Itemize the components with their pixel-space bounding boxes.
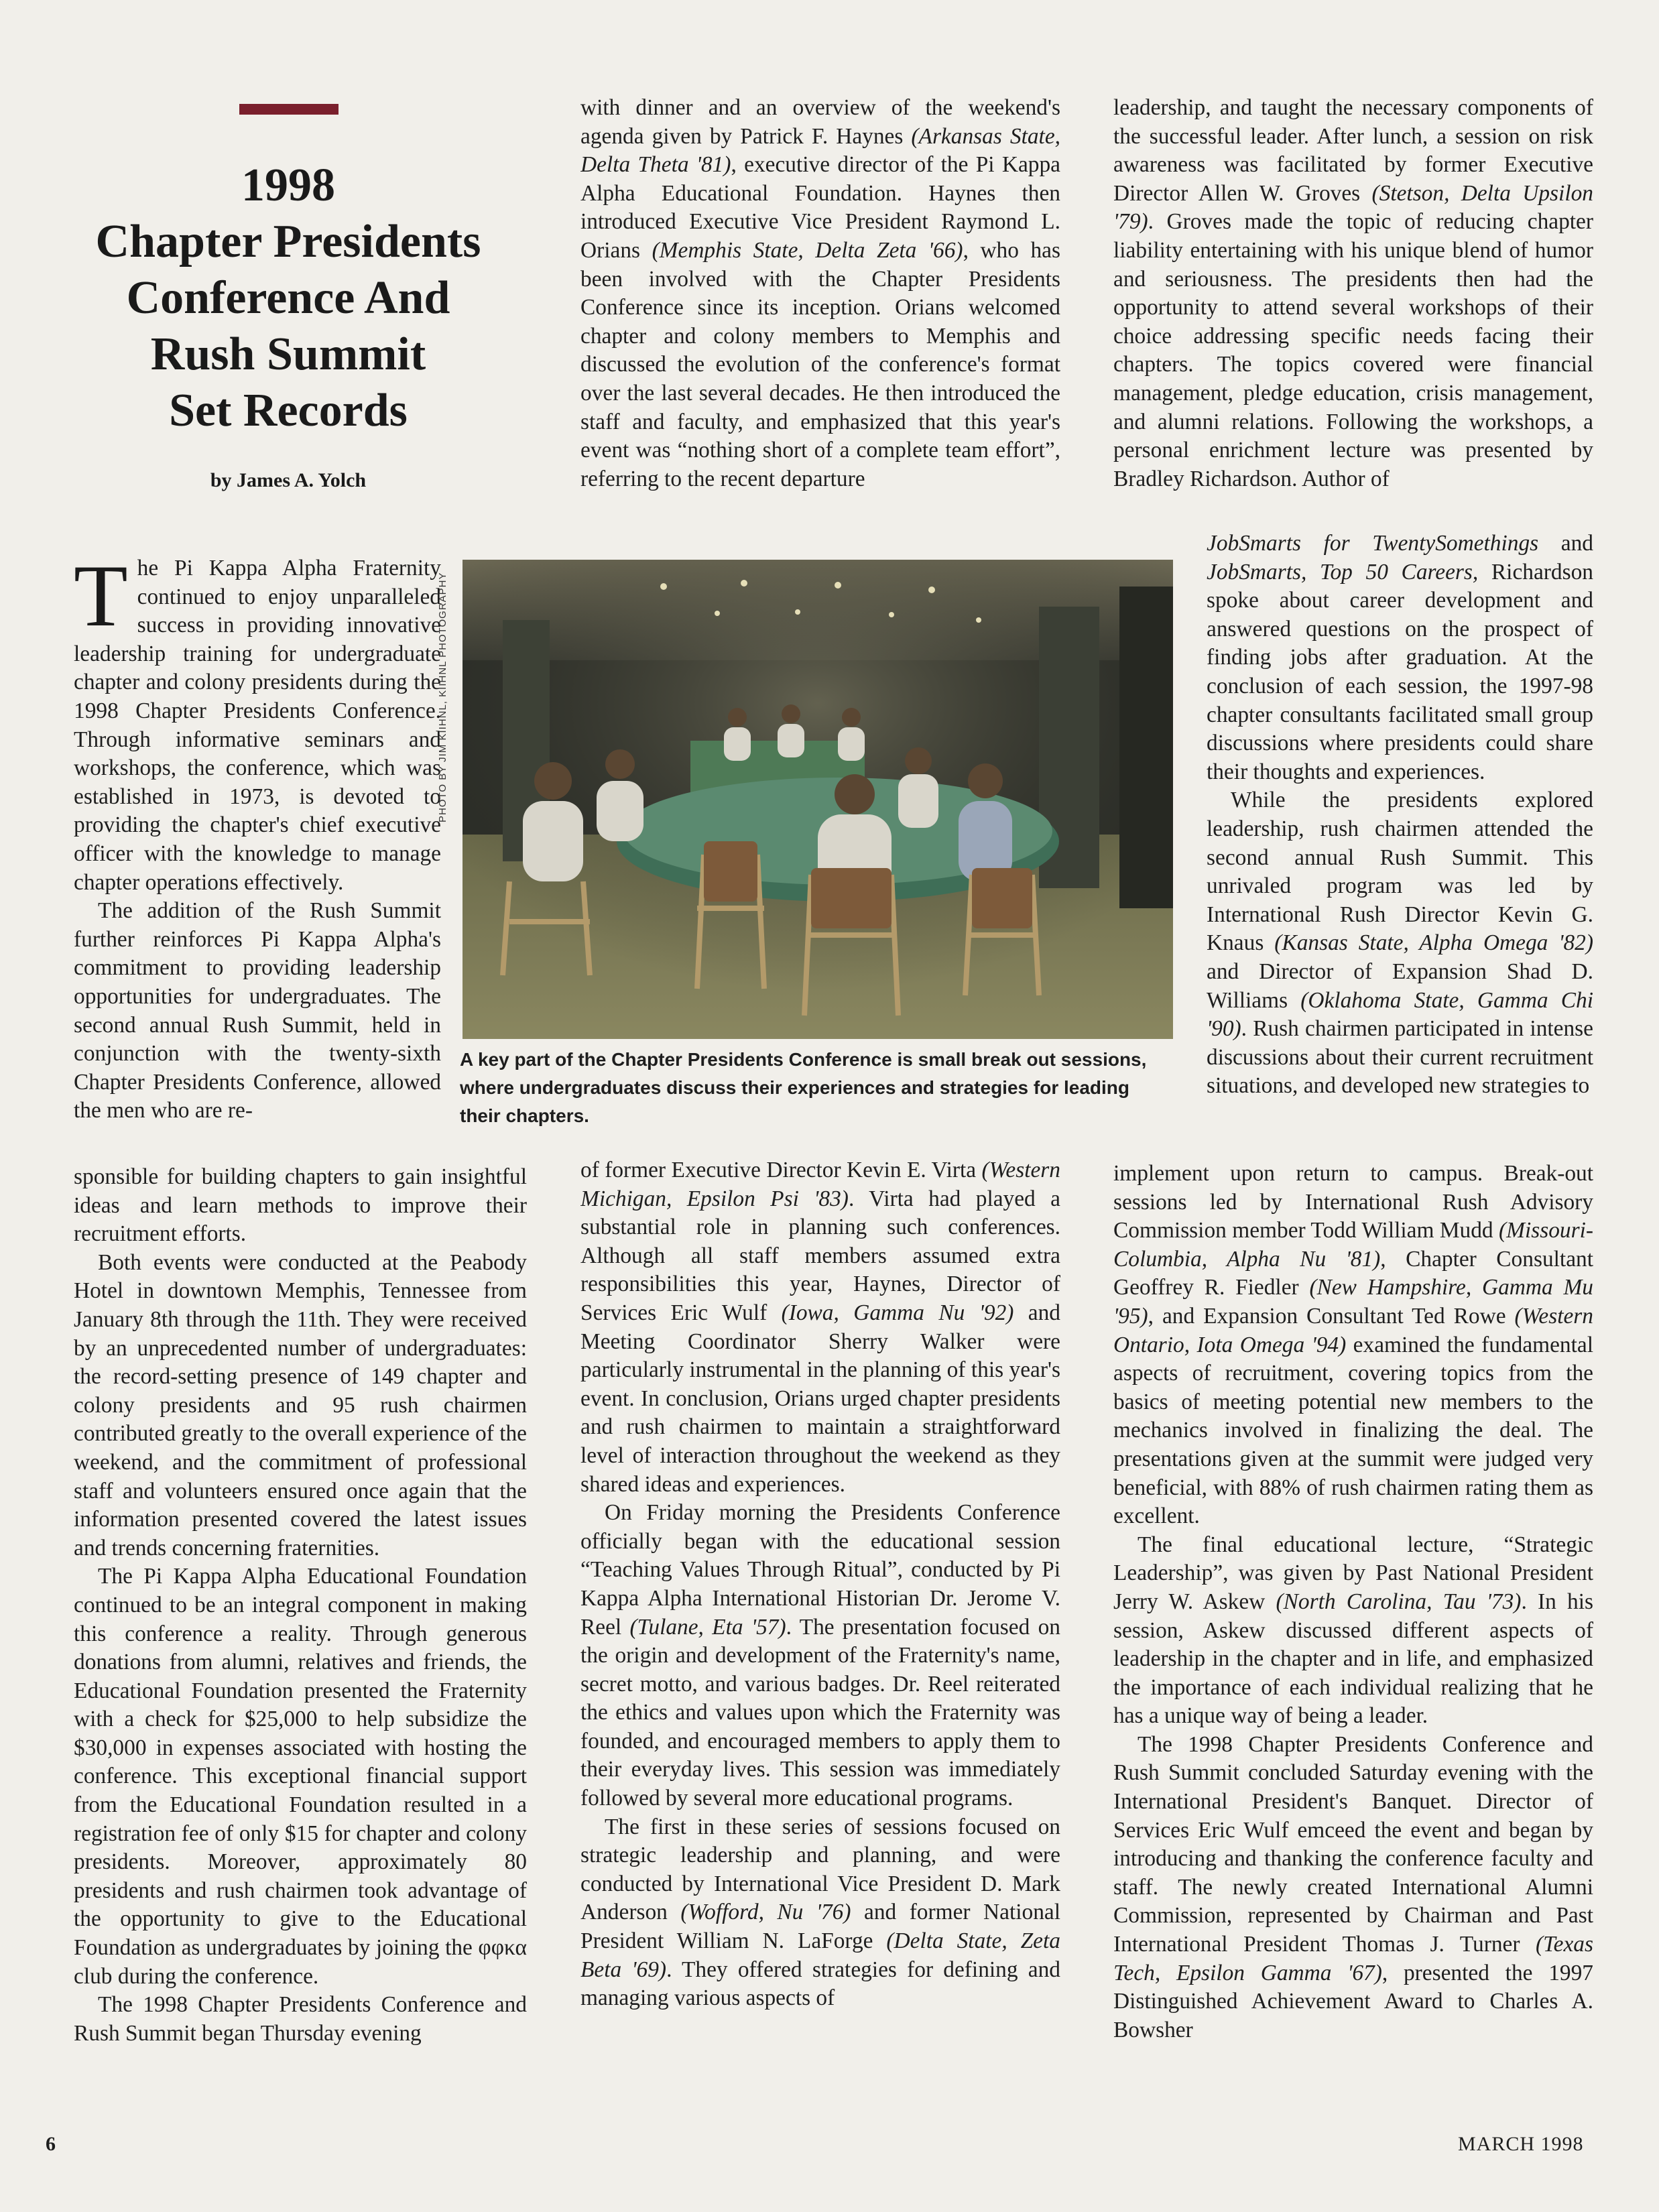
title-line: Rush Summit xyxy=(150,328,426,380)
column-3-top xyxy=(1113,94,1593,530)
paragraph: sponsible for building chapters to gain insightful ideas and learn methods to improve their recruitment efforts. xyxy=(74,1164,527,1247)
issue-date: MARCH 1998 xyxy=(1458,2133,1584,2155)
photo-illustration xyxy=(463,560,1173,1039)
paragraph: The 1998 Chapter Presidents Conference and Rush Summit began Thursday evening xyxy=(74,1992,527,2046)
page-number: 6 xyxy=(46,2133,56,2155)
paragraph: leadership, and taught the necessary components of the successful leader. After lunch, a session on risk awareness was facilitated by former Executive Director Allen W. Groves (Stetson, Delta Upsilon '79). Groves made the topic of reducing chapter liability entertaining with his unique blend of humor and seriousness. The presidents then had the opportunity to attend several workshops of their choice addressing specific needs facing their chapters. The topics covered were financial management, pledge education, crisis management, and alumni relations. Following the workshops, a personal enrichment lecture was presented by Bradley Richardson. Author of xyxy=(1113,95,1593,491)
column-2-top xyxy=(580,94,1060,536)
title-accent-bar xyxy=(239,104,339,115)
column-3-middle xyxy=(1207,530,1593,1160)
photo-credit: PHOTO BY JIM KIIHNL, KIIHNL PHOTOGRAPHY xyxy=(437,572,448,822)
paragraph: The final educational lecture, “Strategic Leadership”, was given by Past National President Jerry W. Askew (North Carolina, Tau '73). In his session, Askew discussed different aspects of leadership in the chapter and in life, and emphasized the importance of each individual realizing that he has a unique way of being a leader. xyxy=(1113,1532,1593,1729)
paragraph: Both events were conducted at the Peabody Hotel in downtown Memphis, Tennessee from January 8th through the 11th. They were received by an unprecedented number of undergraduates: the record-setting presence of 149 chapter and colony presidents and 95 rush chairmen contributed greatly to the overall experience of the weekend, and the commitment of professional staff and volunteers ensured once again that the information presented covered the latest issues and trends concerning fraternities. xyxy=(74,1249,527,1560)
paragraph: of former Executive Director Kevin E. Virta (Western Michigan, Epsilon Psi '83). Virta had played a substantial role in planning such conferences. Although all staff members assumed extra responsibilities this year, Haynes, Director of Services Eric Wulf (Iowa, Gamma Nu '92) and Meeting Coordinator Sherry Walker were particularly instrumental in the planning of this year's event. In conclusion, Orians urged chapter presidents and rush chairmen to maintain a straightforward level of interaction throughout the weekend as they shared ideas and experiences. xyxy=(580,1158,1060,1497)
column-1-bottom xyxy=(74,1163,527,2101)
paragraph: The 1998 Chapter Presidents Conference and Rush Summit concluded Saturday evening with the International President's Banquet. Director of Services Eric Wulf emceed the event and began by introducing and thanking the conference faculty and staff. The newly created International Alumni Commission, represented by Chairman and Past International President Thomas J. Turner (Texas Tech, Epsilon Gamma '67), presented the 1997 Distinguished Achievement Award to Charles A. Bowsher xyxy=(1113,1731,1593,2042)
column-1-top xyxy=(74,554,441,1163)
article-title xyxy=(54,158,523,439)
paragraph: The first in these series of sessions focused on strategic leadership and planning, and were conducted by International Vice President D. Mark Anderson (Wofford, Nu '76) and former National President William N. LaForge (Delta State, Zeta Beta '69). They offered strategies for defining and managing various aspects of xyxy=(580,1814,1060,2011)
column-3-bottom xyxy=(1113,1160,1593,2108)
title-line: Conference And xyxy=(126,272,450,324)
paragraph: On Friday morning the Presidents Conference officially began with the educational session “Teaching Values Through Ritual”, conducted by Pi Kappa Alpha International Historian Dr. Jerome V. Reel (Tulane, Eta '57). The presentation focused on the origin and development of the Fraternity's name, secret motto, and various badges. Dr. Reel reiterated the ethics and values upon which the Fraternity was founded, and encouraged members to apply them to their everyday lives. This session was immediately followed by several more educational programs. xyxy=(580,1500,1060,1811)
byline: by James A. Yolch xyxy=(210,469,367,491)
drop-cap: T xyxy=(74,554,128,645)
paragraph: The Pi Kappa Alpha Fraternity continued to enjoy unparalleled success in providing innovative leadership training for undergraduate chapter and colony presidents during the 1998 Chapter Presidents Conference. Through informative seminars and workshops, the conference, which was established in 1973, is devoted to providing the chapter's chief executive officer with the knowledge to manage chapter operations effectively. xyxy=(74,554,441,895)
paragraph: JobSmarts for TwentySomethings and JobSmarts, Top 50 Careers, Richardson spoke about career development and answered questions on the prospect of finding jobs after graduation. At the conclusion of each session, the 1997-98 chapter consultants facilitated small group discussions where presidents could share their thoughts and experiences. xyxy=(1207,531,1593,784)
column-2-bottom xyxy=(580,1156,1060,2108)
photo-caption: A key part of the Chapter Presidents Conference is small break out sessions, where undergraduates discuss their experiences and strategies for leading their chapters. xyxy=(460,1049,1147,1126)
paragraph: The addition of the Rush Summit further reinforces Pi Kappa Alpha's commitment to providing leadership opportunities for undergraduates. The second annual Rush Summit, held in conjunction with the twenty-sixth Chapter Presidents Conference, allowed the men who are re- xyxy=(74,898,441,1123)
paragraph: The Pi Kappa Alpha Educational Foundation continued to be an integral component in making this conference a reality. Through generous donations from alumni, relatives and friends, the Educational Foundation presented the Fraternity with a check for $25,000 to help subsidize the $30,000 in expenses associated with hosting the conference. This exceptional financial support from the Educational Foundation resulted in a registration fee of only $15 for chapter and colony presidents. Moreover, approximately 80 presidents and rush chairmen took advantage of the opportunity to give to the Educational Foundation as undergraduates by joining the φφκα club during the conference. xyxy=(74,1564,527,1989)
paragraph: implement upon return to campus. Break-out sessions led by International Rush Advisory Commission member Todd William Mudd (Missouri-Columbia, Alpha Nu '81), Chapter Consultant Geoffrey R. Fiedler (New Hampshire, Gamma Mu '95), and Expansion Consultant Ted Rowe (Western Ontario, Iota Omega '94) examined the fundamental aspects of recruitment, covering topics from the basics of meeting potential new members to the mechanics involved in finalizing the deal. The presentations given at the summit were judged very beneficial, with 88% of rush chairmen rating them as excellent. xyxy=(1113,1161,1593,1529)
title-line: 1998 xyxy=(241,160,335,211)
conference-photo xyxy=(463,560,1173,1039)
paragraph: with dinner and an overview of the weekend's agenda given by Patrick F. Haynes (Arkansas State, Delta Theta '81), executive director of the Pi Kappa Alpha Educational Foundation. Haynes then introduced Executive Vice President Raymond L. Orians (Memphis State, Delta Zeta '66), who has been involved with the Chapter Presidents Conference since its inception. Orians welcomed chapter and colony members to Memphis and discussed the evolution of the conference's format over the last several decades. He then introduced the staff and faculty, and emphasized that this year's event was “nothing short of a complete team effort”, referring to the recent departure xyxy=(580,95,1060,491)
paragraph: While the presidents explored leadership, rush chairmen attended the second annual Rush Summit. This unrivaled program was led by International Rush Director Kevin G. Knaus (Kansas State, Alpha Omega '82) and Director of Expansion Shad D. Williams (Oklahoma State, Gamma Chi '90). Rush chairmen participated in intense discussions about their current recruitment situations, and developed new strategies to xyxy=(1207,788,1593,1099)
title-line: Chapter Presidents xyxy=(95,216,481,267)
title-line: Set Records xyxy=(169,385,408,436)
